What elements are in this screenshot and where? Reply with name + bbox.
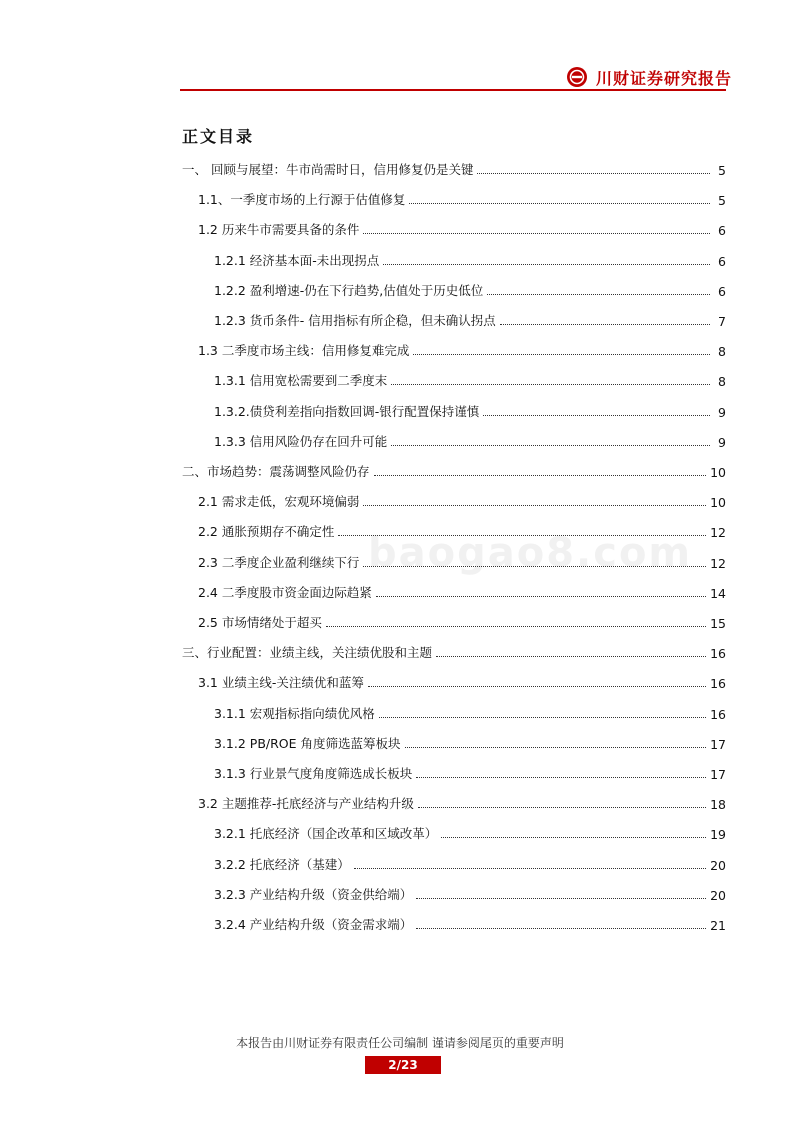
toc-entry[interactable] (182, 756, 726, 782)
toc-entry[interactable] (182, 696, 726, 722)
toc-entry-page: 16 (710, 646, 726, 662)
toc-entry-page: 5 (718, 163, 726, 178)
toc-entry-page: 20 (710, 857, 726, 873)
toc-entry-label: 2.1 需求走低，宏观环境偏弱 (198, 494, 360, 510)
toc-entry-label: 3.2.2 托底经济（基建） (214, 856, 350, 872)
toc-entry[interactable] (182, 303, 726, 329)
toc-entry-label: 1.2.2 盈利增速-仍在下行趋势,估值处于历史低位 (214, 282, 484, 298)
toc-entry-page: 5 (718, 193, 726, 209)
toc-entry-page: 8 (718, 344, 726, 360)
toc-title: 正文目录 (182, 127, 255, 146)
toc-entry-label: 2.3 二季度企业盈利继续下行 (198, 554, 360, 570)
toc-dot-leader (409, 203, 710, 204)
toc-dot-leader (418, 807, 706, 808)
toc-entry[interactable] (182, 182, 726, 208)
toc-entry[interactable] (182, 394, 726, 420)
toc-entry[interactable] (182, 575, 726, 601)
toc-dot-leader (416, 898, 706, 899)
toc-entry-label: 3.1.1 宏观指标指向绩优风格 (214, 705, 375, 721)
toc-entry-page: 6 (718, 223, 726, 239)
toc-dot-leader (379, 717, 706, 718)
toc-dot-leader (500, 324, 710, 325)
toc-dot-leader (413, 354, 710, 355)
toc-entry[interactable] (182, 454, 726, 480)
header-rule (180, 89, 726, 91)
toc-entry-page: 21 (710, 918, 726, 933)
toc-entry[interactable] (182, 243, 726, 269)
toc-dot-leader (441, 837, 706, 838)
toc-entry-page: 20 (710, 887, 726, 903)
toc-entry-label: 2.4 二季度股市资金面边际趋紧 (198, 584, 372, 600)
toc-entry-page: 16 (710, 706, 726, 722)
brand-name: 川财证券研究报告 (596, 68, 733, 88)
toc-entry-label: 1.3.1 信用宽松需要到二季度末 (214, 373, 388, 389)
page-indicator: 2/23 (365, 1056, 441, 1074)
toc-entry-page: 19 (710, 827, 726, 843)
toc-entry[interactable] (182, 907, 726, 933)
toc-entry-label: 三、行业配置：业绩主线，关注绩优股和主题 (182, 645, 433, 661)
toc-entry-page: 17 (710, 767, 726, 782)
toc-dot-leader (487, 294, 710, 295)
toc-dot-leader (368, 686, 706, 687)
toc-entry[interactable] (182, 545, 726, 571)
toc-entry-label: 1.3.2.债贷利差指向指数回调-银行配置保持谨慎 (214, 403, 480, 419)
toc-entry[interactable] (182, 786, 726, 812)
toc-entry-label: 1.2.3 货币条件- 信用指标有所企稳，但未确认拐点 (214, 313, 496, 328)
toc-entry-label: 1.2 历来牛市需要具备的条件 (198, 222, 360, 238)
brand-logo-icon (566, 66, 588, 88)
toc-entry-page: 16 (710, 676, 726, 692)
toc-dot-leader (354, 868, 706, 869)
toc-dot-leader (483, 415, 710, 416)
toc-dot-leader (477, 173, 710, 174)
toc-entry[interactable] (182, 424, 726, 450)
toc-entry-page: 12 (710, 555, 726, 571)
toc-entry-page: 17 (710, 736, 726, 752)
toc-entry[interactable] (182, 605, 726, 631)
toc-entry-page: 9 (718, 404, 726, 420)
toc-dot-leader (363, 505, 706, 506)
toc-entry-label: 2.2 通胀预期存不确定性 (198, 524, 335, 540)
toc-dot-leader (363, 566, 706, 567)
toc-entry-label: 3.2 主题推荐-托底经济与产业结构升级 (198, 796, 414, 812)
toc-entry[interactable] (182, 877, 726, 903)
toc-dot-leader (376, 596, 706, 597)
toc-entry-page: 14 (710, 585, 726, 601)
toc-dot-leader (374, 475, 707, 476)
toc-entry[interactable] (182, 152, 726, 178)
toc-entry-page: 6 (718, 253, 726, 269)
toc-dot-leader (436, 656, 706, 657)
toc-entry[interactable] (182, 484, 726, 510)
footer-disclaimer: 本报告由川财证券有限责任公司编制 谨请参阅尾页的重要声明 (236, 1036, 564, 1050)
toc-entry-label: 3.1.2 PB/ROE 角度筛选蓝筹板块 (214, 735, 401, 751)
toc-entry-label: 一、 回顾与展望：牛市尚需时日，信用修复仍是关键 (182, 162, 474, 177)
toc-entry-label: 3.2.3 产业结构升级（资金供给端） (214, 886, 413, 902)
toc-dot-leader (416, 928, 706, 929)
watermark: baogao8.com (368, 530, 693, 576)
toc-entry-page: 10 (710, 495, 726, 511)
toc-entry-page: 12 (710, 525, 726, 541)
toc-entry-page: 18 (710, 797, 726, 813)
toc-dot-leader (363, 233, 710, 234)
toc-dot-leader (391, 445, 710, 446)
toc-entry-page: 7 (718, 314, 726, 329)
toc-entry-label: 2.5 市场情绪处于超买 (198, 615, 322, 630)
toc-entry-page: 8 (718, 374, 726, 390)
toc-dot-leader (338, 535, 706, 536)
toc-dot-leader (326, 626, 706, 627)
toc-entry[interactable] (182, 635, 726, 661)
toc-entry[interactable] (182, 273, 726, 299)
toc-entry[interactable] (182, 816, 726, 842)
header-brand (566, 64, 732, 90)
toc-entry-label: 二、市场趋势：震荡调整风险仍存 (182, 464, 370, 479)
toc-entry-label: 1.1、一季度市场的上行源于估值修复 (198, 192, 406, 208)
toc-entry[interactable] (182, 333, 726, 359)
toc-entry[interactable] (182, 212, 726, 238)
toc-entry[interactable] (182, 363, 726, 389)
toc-entry-label: 3.1 业绩主线-关注绩优和蓝筹 (198, 675, 364, 691)
toc-entry[interactable] (182, 847, 726, 873)
toc-entry-page: 10 (710, 465, 726, 480)
toc-entry-page: 9 (718, 434, 726, 450)
toc-dot-leader (383, 264, 710, 265)
toc-entry-label: 3.1.3 行业景气度角度筛选成长板块 (214, 766, 413, 781)
toc-entry-label: 3.2.4 产业结构升级（资金需求端） (214, 917, 413, 932)
toc-entry-page: 15 (710, 616, 726, 631)
toc-entry[interactable] (182, 514, 726, 540)
toc-dot-leader (416, 777, 706, 778)
toc-entry[interactable] (182, 726, 726, 752)
toc-entry-label: 1.3.3 信用风险仍存在回升可能 (214, 433, 388, 449)
toc-entry-label: 1.2.1 经济基本面-未出现拐点 (214, 252, 380, 268)
toc-entry-page: 6 (718, 283, 726, 299)
toc-dot-leader (405, 747, 707, 748)
toc-entry[interactable] (182, 665, 726, 691)
toc-entry-label: 1.3 二季度市场主线：信用修复难完成 (198, 343, 410, 359)
toc-dot-leader (391, 384, 710, 385)
toc-entry-label: 3.2.1 托底经济（国企改革和区域改革） (214, 826, 438, 842)
